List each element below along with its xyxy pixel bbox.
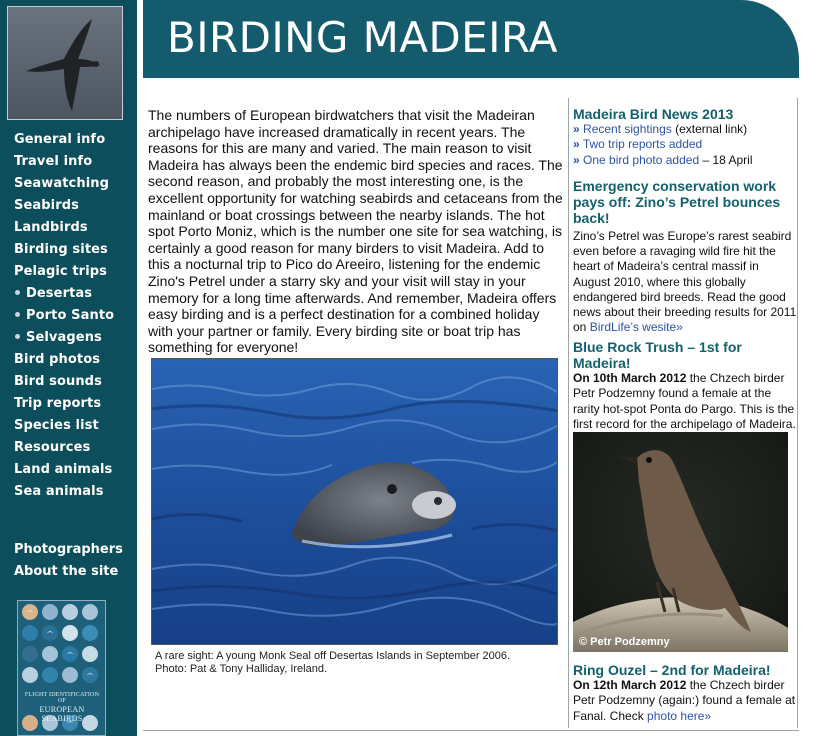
- nav-item-about-the-site[interactable]: About the site: [14, 564, 119, 579]
- story-zinos-petrel-heading: Emergency conservation work pays off: Zino’s Petrel bounces back!: [573, 178, 781, 227]
- nav-item-sea-animals[interactable]: Sea animals: [14, 484, 104, 499]
- nav-item-landbirds[interactable]: Landbirds: [14, 220, 88, 235]
- nav-item-land-animals[interactable]: Land animals: [14, 462, 113, 477]
- recent-sightings-link[interactable]: Recent sightings: [583, 122, 672, 136]
- nav-item-photographers[interactable]: Photographers: [14, 542, 123, 557]
- nav-item-species-list[interactable]: Species list: [14, 418, 99, 433]
- bottom-border: [143, 730, 799, 731]
- nav-item-bird-sounds[interactable]: Bird sounds: [14, 374, 102, 389]
- story-blue-rock-thrush-body: On 10th March 2012 the Chzech birder Petr Podzemny found a female at the rarity hot-spot Ponta do Pargo. This is the first record for the archipelago of Madeira.: [573, 371, 797, 447]
- birdlife-website-link[interactable]: BirdLife’s wesite»: [589, 320, 683, 335]
- news-item: » Recent sightings (external link): [573, 122, 748, 136]
- story-ring-ouzel-body: On 12th March 2012 the Chzech birder Petr Podzemny (again:) found a female at Fanal. Check photo here»: [573, 678, 796, 723]
- nav-item-seabirds[interactable]: Seabirds: [14, 198, 79, 213]
- site-logo-petrel-photo[interactable]: [7, 6, 123, 120]
- bullet-icon: [15, 334, 20, 339]
- blue-rock-thrush-photo[interactable]: [573, 432, 788, 652]
- seabirds-book-cover[interactable]: [17, 600, 106, 736]
- nav-item-pelagic-trips[interactable]: Pelagic trips: [14, 264, 107, 279]
- nav-item-birding-sites[interactable]: Birding sites: [14, 242, 108, 257]
- main-nav: [14, 129, 114, 503]
- bullet-icon: [15, 312, 20, 317]
- bullet-icon: [15, 290, 20, 295]
- nav-item-desertas[interactable]: Desertas: [14, 283, 114, 305]
- nav-item-travel-info[interactable]: Travel info: [14, 154, 93, 169]
- header-underline: [143, 76, 799, 78]
- story-blue-rock-thrush-heading: Blue Rock Trush – 1st for Madeira!: [573, 339, 742, 371]
- story-zinos-petrel-body: Zino’s Petrel was Europe’s rarest seabird even before a ravaging wild fire hit the heart of Madeira’s central massif in August 2010, where this globally endangered bird breeds. Read the good news about their breeding results for 2011 on BirdLife’s wesite»: [573, 228, 797, 335]
- site-title: BIRDING MADEIRA: [167, 13, 558, 62]
- secondary-nav: [14, 539, 123, 583]
- nav-item-selvagens[interactable]: Selvagens: [14, 327, 114, 349]
- intro-paragraph: The numbers of European birdwatchers that visit the Madeiran archipelago have increased dramatically in recent years. The reasons for this are many and varied. The main reason to visit Madeira has always been the endemic bird species and races. The second reason, and probably the most interesting one, is the excellent opportunity for watching seabirds and cetaceans from the mainland or boat crossings between the nearby islands. The hot spot Porto Moniz, which is the number one site for sea watching, is certainly a good reason for many birders to visit Madeira. Add to this a nocturnal trip to Pico do Areeiro, listening for the endemic Zino's Petrel under a starry sky and your visit will stay in your memory for a long time afterwards. And remember, Madeira offers easy birding and is a perfect destination for a combined holiday with your partner or family. Every birding site or boat trip has something for everyone!: [148, 107, 563, 356]
- news-column-border-left: [568, 98, 569, 728]
- monk-seal-photo: [151, 358, 558, 645]
- news-column-border-right: [797, 98, 798, 728]
- site-header: [143, 0, 799, 76]
- sidebar: [0, 0, 137, 736]
- nav-item-resources[interactable]: Resources: [14, 440, 91, 455]
- nav-item-trip-reports[interactable]: Trip reports: [14, 396, 102, 411]
- news-item: » One bird photo added – 18 April: [573, 152, 753, 167]
- photo-caption: A rare sight: A young Monk Seal off Desertas Islands in September 2006. Photo: Pat & Tony Halliday, Ireland.: [155, 650, 511, 675]
- trip-reports-added-link[interactable]: Two trip reports added: [582, 137, 703, 152]
- nav-item-porto-santo[interactable]: Porto Santo: [14, 305, 114, 327]
- nav-item-seawatching[interactable]: Seawatching: [14, 176, 110, 191]
- photo-credit: © Petr Podzemny: [579, 636, 670, 648]
- photo-added-link[interactable]: One bird photo added: [583, 152, 700, 167]
- nav-item-general-info[interactable]: General info: [14, 132, 106, 147]
- news-item: » Two trip reports added: [573, 137, 703, 152]
- ring-ouzel-photo-link[interactable]: photo here»: [647, 708, 712, 723]
- story-ring-ouzel-heading: Ring Ouzel – 2nd for Madeira!: [573, 662, 771, 678]
- book-title: FLIGHT IDENTIFICATION OF EUROPEAN SEABIRDS: [24, 692, 100, 723]
- news-heading: Madeira Bird News 2013: [573, 106, 734, 122]
- nav-item-bird-photos[interactable]: Bird photos: [14, 352, 101, 367]
